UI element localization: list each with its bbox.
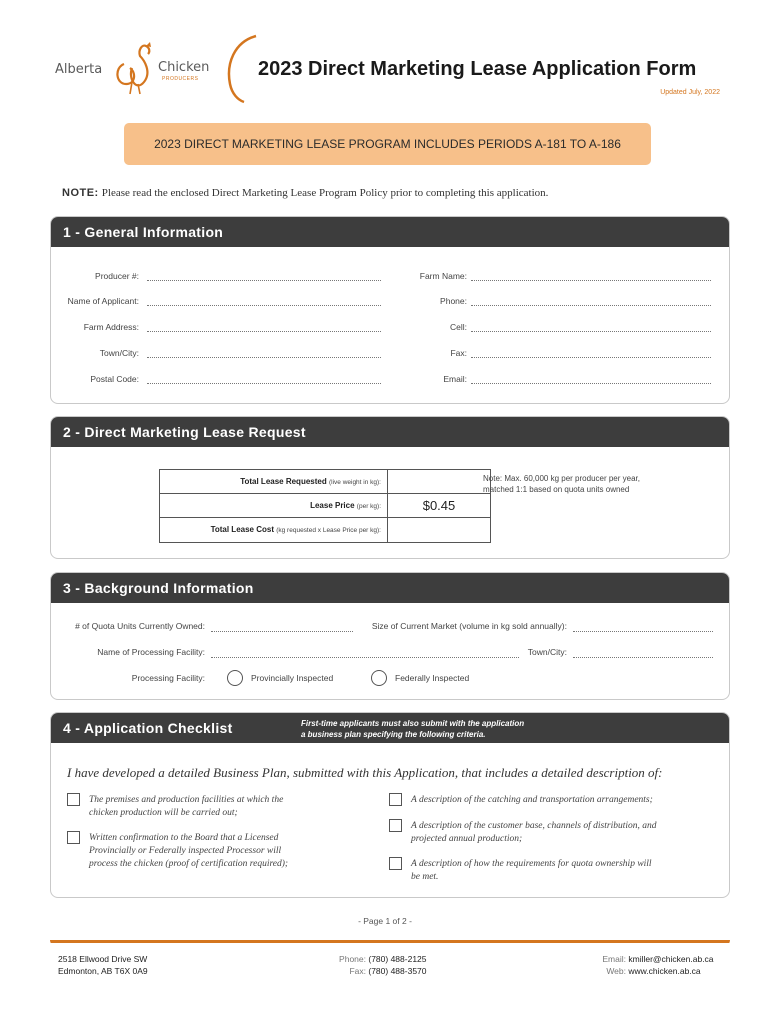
facility-town-label: Town/City: [527, 647, 567, 657]
quota-text-line-2: be met. [411, 872, 439, 882]
section-general-information [50, 216, 730, 404]
chicken-logo-icon [110, 38, 160, 96]
phone-label: Phone: [440, 296, 467, 306]
email-field[interactable] [471, 383, 711, 384]
processor-confirmation-text [89, 832, 347, 871]
checklist-subtitle [301, 718, 524, 740]
transport-checkbox[interactable] [389, 793, 402, 806]
address-line-1: 2518 Ellwood Drive SW [58, 954, 148, 964]
farm-address-label: Farm Address: [83, 322, 139, 332]
address-line-2: Edmonton, AB T6X 0A9 [58, 966, 148, 976]
total-lease-cost-input[interactable] [388, 518, 490, 542]
facility-name-label: Name of Processing Facility: [97, 647, 205, 657]
footer-address [58, 953, 148, 977]
provincially-inspected-radio[interactable] [227, 670, 243, 686]
section-4-title: 4 - Application Checklist [51, 713, 729, 743]
lease-price-value: $0.45 [422, 498, 456, 513]
section-3-title: 3 - Background Information [51, 573, 729, 603]
facility-town-field[interactable] [573, 657, 713, 658]
lease-note-line-1: Note: Max. 60,000 kg per producer per year, [483, 474, 640, 483]
updated-date: Updated July, 2022 [660, 89, 720, 96]
total-lease-cost-unit: (kg requested x Lease Price per kg): [276, 527, 381, 534]
website-link[interactable]: www.chicken.ab.ca [628, 966, 701, 976]
town-city-label: Town/City: [99, 348, 139, 358]
farm-name-label: Farm Name: [419, 271, 467, 281]
processing-facility-label: Processing Facility: [131, 673, 205, 683]
fax-label: Fax: [450, 348, 467, 358]
producer-number-label: Producer #: [95, 271, 139, 281]
total-lease-requested-input[interactable] [388, 470, 490, 493]
lease-max-note [483, 473, 683, 495]
customer-text-line-1: A description of the customer base, channels of distribution, and [411, 821, 657, 831]
premises-text-line-1: The premises and production facilities at which the [89, 795, 284, 805]
web-footer-label: Web: [606, 966, 626, 976]
provincially-inspected-label: Provincially Inspected [251, 673, 334, 683]
town-city-field[interactable] [147, 357, 381, 358]
quota-text-line-1: A description of how the requirements for quota ownership will [411, 859, 652, 869]
phone-field[interactable] [471, 305, 711, 306]
email-address-link[interactable]: kmiller@chicken.ab.ca [628, 954, 714, 964]
customer-base-text [411, 820, 721, 846]
fax-field[interactable] [471, 357, 711, 358]
section-1-title: 1 - General Information [51, 217, 729, 247]
policy-note [62, 187, 548, 199]
premises-text-line-2: chicken production will be carried out; [89, 808, 238, 818]
logo-word-chicken: Chicken [158, 60, 210, 75]
quota-units-label: # of Quota Units Currently Owned: [75, 621, 205, 631]
quota-requirements-text [411, 858, 721, 884]
federally-inspected-radio[interactable] [371, 670, 387, 686]
postal-code-label: Postal Code: [90, 374, 139, 384]
cell-field[interactable] [471, 331, 711, 332]
page-number: - Page 1 of 2 - [358, 916, 412, 926]
farm-name-field[interactable] [471, 280, 711, 281]
total-lease-requested-unit: (live weight in kg): [328, 479, 381, 486]
note-text: Please read the enclosed Direct Marketing Lease Program Policy prior to completing this application. [101, 187, 549, 199]
footer-divider [50, 940, 730, 946]
applicant-name-field[interactable] [147, 305, 381, 306]
phone-number: (780) 488-2125 [368, 954, 427, 964]
premises-checkbox[interactable] [67, 793, 80, 806]
logo-word-producers: PRODUCERS [162, 76, 199, 82]
facility-name-field[interactable] [211, 657, 519, 658]
lease-row-total-requested [160, 470, 490, 494]
cell-label: Cell: [449, 322, 467, 332]
lease-row-total-cost [160, 518, 490, 542]
lease-price-label: Lease Price [310, 501, 355, 510]
lease-price-unit: (per kg): [356, 503, 381, 510]
total-lease-cost-label: Total Lease Cost [210, 525, 274, 534]
lease-note-line-2: matched 1:1 based on quota units owned [483, 485, 630, 494]
market-size-field[interactable] [573, 631, 713, 632]
section-lease-request [50, 416, 730, 559]
processor-text-line-3: process the chicken (proof of certification required); [89, 859, 289, 869]
total-lease-requested-label: Total Lease Requested [240, 477, 327, 486]
market-size-label: Size of Current Market (volume in kg sold annually): [371, 621, 567, 631]
footer-phone-fax [300, 953, 427, 977]
farm-address-field[interactable] [147, 331, 381, 332]
lease-table [159, 469, 491, 543]
section-application-checklist [50, 712, 730, 898]
quota-requirements-checkbox[interactable] [389, 857, 402, 870]
alberta-chicken-logo [50, 36, 220, 96]
checklist-subtitle-line-2: a business plan specifying the following criteria. [301, 730, 486, 739]
postal-code-field[interactable] [147, 383, 381, 384]
fax-footer-label: Fax: [349, 966, 366, 976]
header-arc-decoration [222, 34, 262, 104]
customer-base-checkbox[interactable] [389, 819, 402, 832]
email-label: Email: [443, 374, 467, 384]
processor-confirmation-checkbox[interactable] [67, 831, 80, 844]
section-background-information [50, 572, 730, 700]
producer-number-field[interactable] [147, 280, 381, 281]
checklist-subtitle-line-1: First-time applicants must also submit with the application [301, 719, 525, 728]
processor-text-line-1: Written confirmation to the Board that a Licensed [89, 833, 279, 843]
phone-footer-label: Phone: [339, 954, 366, 964]
transport-text: A description of the catching and transportation arrangements; [411, 795, 653, 805]
email-footer-label: Email: [602, 954, 626, 964]
federally-inspected-label: Federally Inspected [395, 673, 470, 683]
fax-number: (780) 488-3570 [368, 966, 427, 976]
section-2-title: 2 - Direct Marketing Lease Request [51, 417, 729, 447]
premises-text [89, 794, 347, 820]
footer-contact [560, 953, 714, 977]
applicant-name-label: Name of Applicant: [67, 296, 139, 306]
lease-row-price [160, 494, 490, 518]
customer-text-line-2: projected annual production; [411, 834, 523, 844]
page-title: 2023 Direct Marketing Lease Application Form [258, 58, 697, 80]
program-banner: 2023 DIRECT MARKETING LEASE PROGRAM INCLUDES PERIODS A-181 TO A-186 [124, 123, 651, 165]
quota-units-field[interactable] [211, 631, 353, 632]
processor-text-line-2: Provincially or Federally inspected Processor will [89, 846, 282, 856]
note-label: NOTE: [62, 187, 99, 199]
logo-word-alberta: Alberta [55, 62, 103, 77]
business-plan-intro: I have developed a detailed Business Plan, submitted with this Application, that includes a detailed description of: [67, 765, 663, 780]
